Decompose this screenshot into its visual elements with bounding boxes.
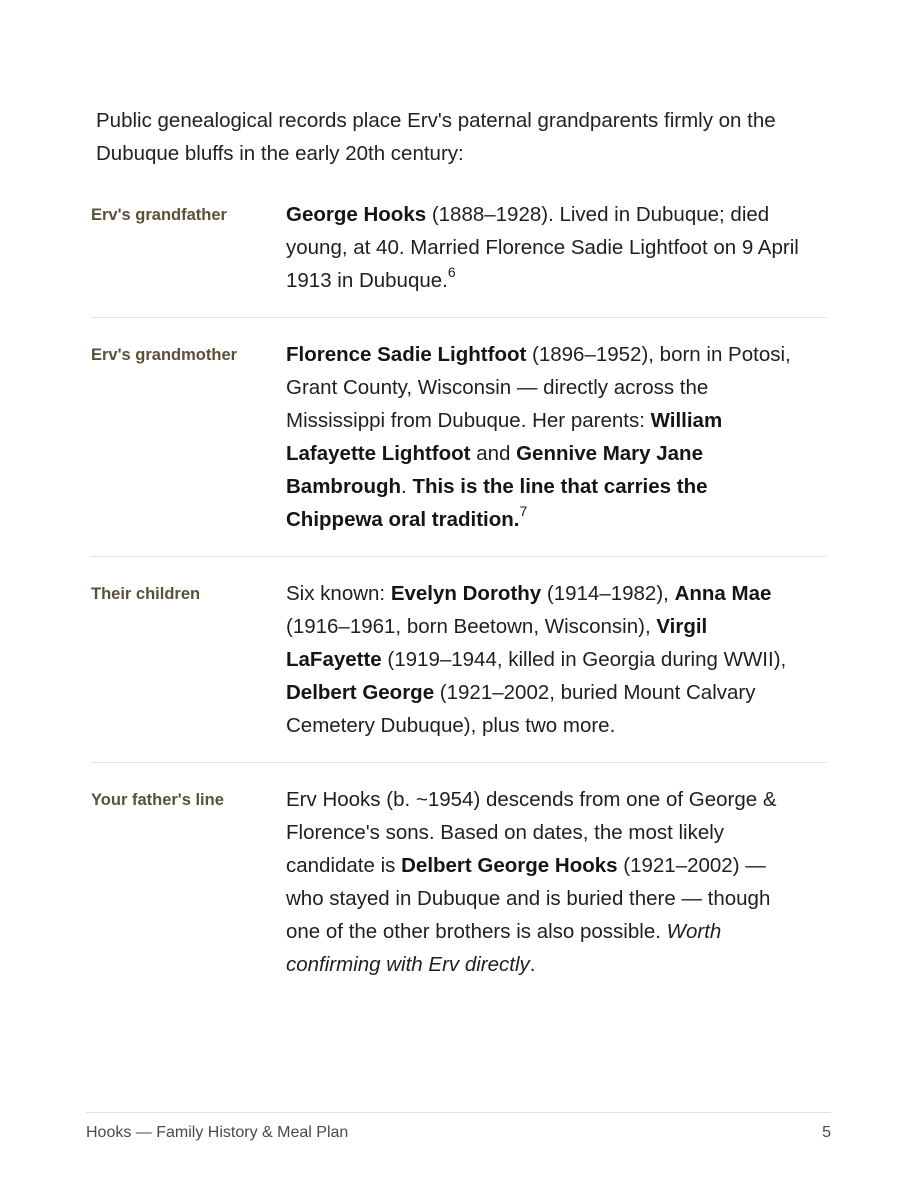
table-row-grandmother (91, 338, 827, 557)
row-text: . (529, 953, 536, 976)
person-name: Delbert George Hooks (401, 854, 618, 877)
row-label: Their children (91, 585, 201, 603)
row-text: (1916–1961, born Beetown, Wisconsin), (286, 615, 657, 638)
row-label: Erv's grandfather (91, 206, 227, 224)
child-name: Delbert George (286, 681, 435, 704)
table-row-fathers-line (91, 783, 827, 1001)
table-row-children (91, 577, 827, 763)
row-text: (1921–2002, buried Mount Calvary Cemetery Dubuque), plus two more. (286, 681, 756, 737)
row-text: (1914–1982), (541, 582, 675, 605)
table-row-grandfather (91, 198, 827, 318)
row-label: Erv's grandmother (91, 346, 238, 364)
row-content (286, 577, 827, 742)
row-text: Erv Hooks (b. ~1954) descends from one of George & Florence's sons. Based on dates, the most likely candidate is (286, 788, 777, 877)
row-text: (1921–2002) — who stayed in Dubuque and is buried there — though one of the other brothers is also possible. (286, 854, 771, 943)
row-text: Six known: (286, 582, 391, 605)
row-label: Your father's line (91, 791, 224, 809)
row-text: (1896–1952), born in Potosi, Grant County, Wisconsin — directly across the Mississippi from Dubuque. Her parents: (286, 343, 791, 432)
page-number: 5 (822, 1124, 831, 1141)
row-text: and (470, 442, 517, 465)
child-name: Anna Mae (674, 582, 772, 605)
row-text: . (401, 475, 413, 498)
parent-name: William Lafayette Lightfoot (286, 409, 723, 465)
row-content (286, 198, 827, 297)
person-name: George Hooks (286, 203, 427, 226)
intro-paragraph: Public genealogical records place Erv's paternal grandparents firmly on the Dubuque bluffs in the early 20th century: (96, 109, 776, 165)
page-footer (86, 1112, 831, 1142)
footer-title: Hooks — Family History & Meal Plan (86, 1124, 349, 1141)
footnote-ref[interactable]: 6 (447, 264, 456, 281)
row-content (286, 338, 827, 536)
emphasis-text: This is the line that carries the Chippewa oral tradition. (286, 475, 708, 531)
row-content (286, 783, 827, 981)
child-name: Virgil LaFayette (286, 615, 708, 671)
person-name: Florence Sadie Lightfoot (286, 343, 527, 366)
row-text: (1888–1928). Lived in Dubuque; died young, at 40. Married Florence Sadie Lightfoot on 9 April 1913 in Dubuque. (286, 203, 799, 292)
italic-note: Worth confirming with Erv directly (286, 920, 722, 976)
footnote-ref[interactable]: 7 (519, 503, 528, 520)
child-name: Evelyn Dorothy (390, 582, 542, 605)
family-facts-table (91, 198, 827, 1021)
row-text: (1919–1944, killed in Georgia during WWII), (381, 648, 787, 671)
parent-name: Gennive Mary Jane Bambrough (286, 442, 703, 498)
